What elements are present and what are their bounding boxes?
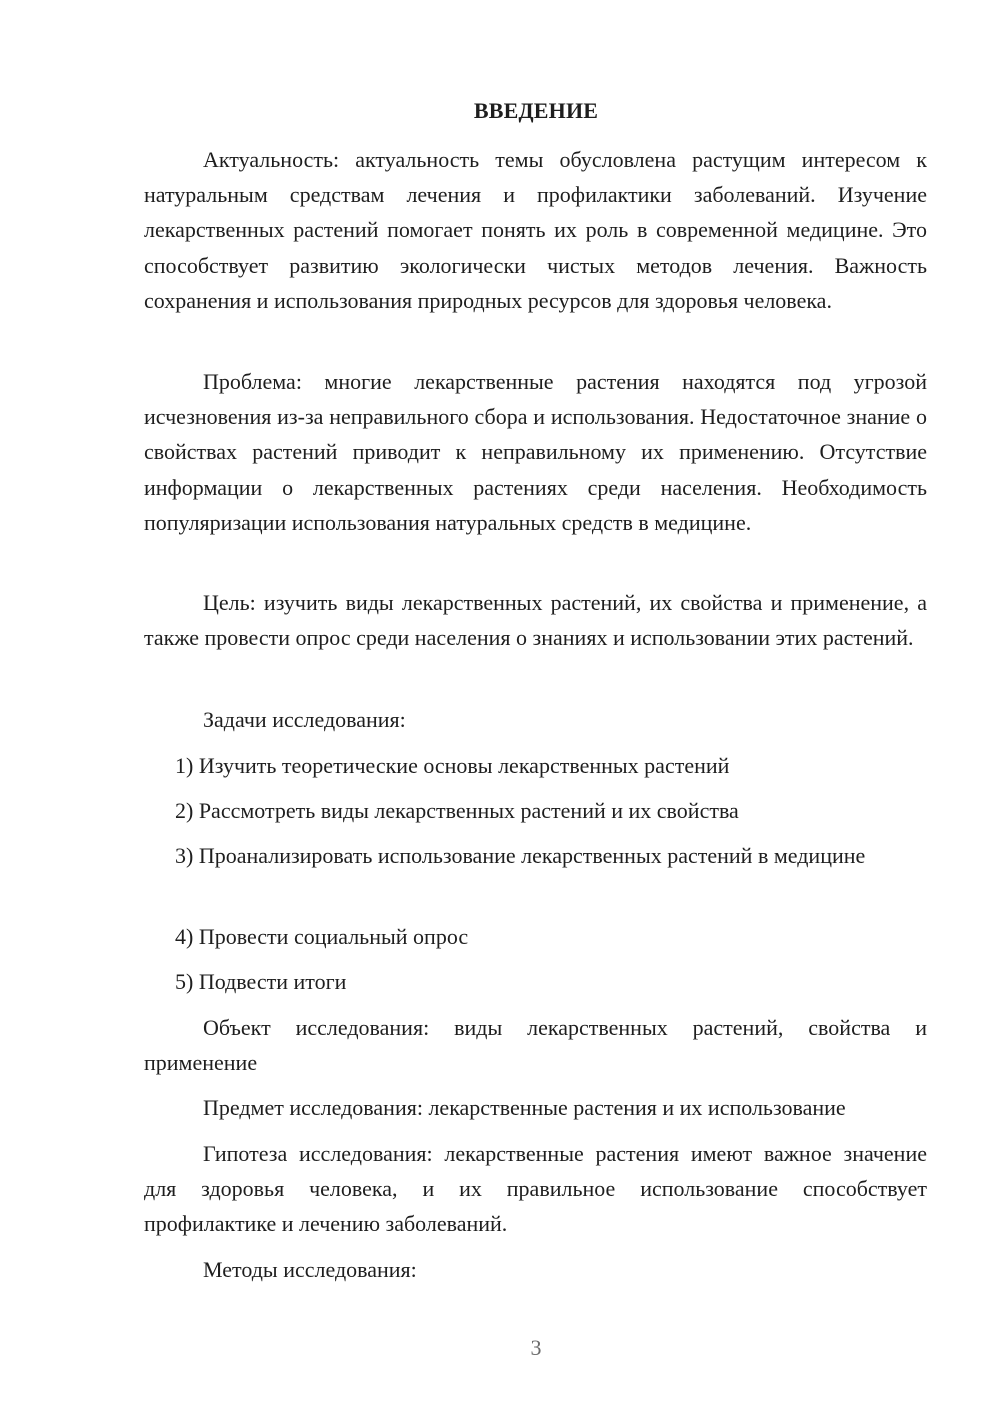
task-item-4: 4) Провести социальный опрос	[175, 924, 469, 949]
paragraph-relevance: Актуальность: актуальность темы обусловлена растущим интересом к натуральным средствам лечения и профилактики заболеваний. Изучение лекарственных растений помогает понять их роль в современной медицине. Это способствует развитию экологически чистых методов лечения. Важность сохранения и использования природных ресурсов для здоровья человека.	[144, 147, 927, 313]
task-item-3: 3) Проанализировать использование лекарственных растений в медицине	[175, 843, 866, 868]
task-item-5: 5) Подвести итоги	[175, 969, 347, 994]
paragraph-methods: Методы исследования:	[203, 1257, 417, 1282]
task-item-1: 1) Изучить теоретические основы лекарственных растений	[175, 753, 730, 778]
paragraph-problem: Проблема: многие лекарственные растения находятся под угрозой исчезновения из-за неправильного сбора и использования. Недостаточное знание о свойствах растений приводит к неправильному их применению. Отсутствие информации о лекарственных растениях среди населения. Необходимость популяризации использования натуральных средств в медицине.	[144, 369, 927, 535]
paragraph-hypothesis: Гипотеза исследования: лекарственные растения имеют важное значение для здоровья человека, и их правильное использование способствует профилактике и лечению заболеваний.	[144, 1141, 927, 1237]
paragraph-object: Объект исследования: виды лекарственных растений, свойства и применение	[144, 1015, 927, 1076]
page-number: 3	[530, 1335, 542, 1360]
section-title: ВВЕДЕНИЕ	[473, 98, 599, 123]
task-item-2: 2) Рассмотреть виды лекарственных растений и их свойства	[175, 798, 739, 823]
tasks-heading: Задачи исследования:	[203, 707, 406, 732]
paragraph-subject: Предмет исследования: лекарственные растения и их использование	[203, 1095, 846, 1120]
paragraph-goal: Цель: изучить виды лекарственных растений, их свойства и применение, а также провести опрос среди населения о знаниях и использовании этих растений.	[144, 590, 927, 651]
